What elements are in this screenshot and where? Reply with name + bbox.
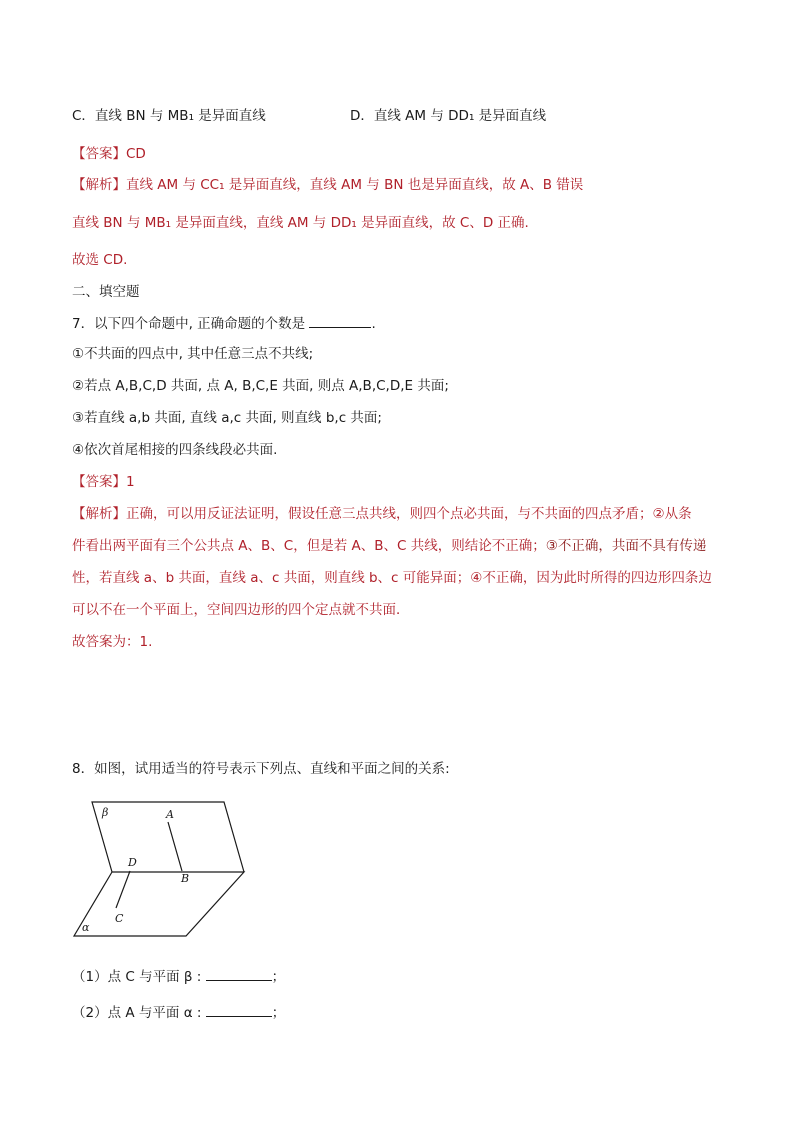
section-title [72,282,140,302]
q7-item-3 [72,408,382,428]
item-text: ③若直线 a,b 共面, 直线 a,c 共面, 则直线 b,c 共面; [72,410,382,426]
option-d-text: D．直线 AM 与 DD₁ 是异面直线 [350,108,547,124]
answer-blank[interactable] [309,313,371,328]
item-text: ①不共面的四点中, 其中任意三点不共线; [72,346,314,362]
q7-analysis-line-2 [72,536,706,556]
answer-label: 【答案】 [72,474,126,490]
conclusion-text: 故答案为：1. [72,634,153,650]
q7-analysis-line-1 [72,504,692,524]
q7-item-4 [72,440,277,460]
label-point-d: D [128,856,137,869]
q7-stem [72,313,376,334]
sub-question-text: （2）点 A 与平面 α : [72,1005,202,1021]
q8-stem [72,759,450,779]
analysis-text: 可以不在一个平面上，空间四边形的四个定点就不共面． [72,602,410,618]
analysis-text: 正确，可以用反证法证明，假设任意三点共线，则四个点必共面，与不共面的四点矛盾；②从条 [126,506,692,522]
sub-question-end: ； [271,969,286,985]
analysis-text: ③不正确，共面不具有传递 [545,538,707,554]
label-point-b: B [181,872,190,885]
q8-sub-1 [72,966,285,987]
label-beta: β [102,806,109,819]
answer-blank[interactable] [206,966,272,981]
q7-item-1 [72,344,313,364]
sub-question-end: ； [271,1005,286,1021]
q6-conclusion [72,250,127,270]
segment-ab [168,822,182,871]
label-point-c: C [115,912,124,925]
planes-figure [68,796,248,946]
answer-blank[interactable] [206,1002,272,1017]
q7-stem-end: . [371,316,376,332]
label-alpha: α [82,921,90,934]
q6-answer [72,144,146,164]
q8-sub-2 [72,1002,285,1023]
sub-question-text: （1）点 C 与平面 β : [72,969,202,985]
q7-conclusion [72,632,152,652]
segment-dc [116,871,130,908]
analysis-text: 直线 BN 与 MB₁ 是异面直线，直线 AM 与 DD₁ 是异面直线，故 C、D 正确. [72,215,529,231]
conclusion-text: 故选 CD. [72,252,128,268]
answer-value: CD [126,146,146,162]
analysis-label: 【解析】 [72,506,126,522]
analysis-text: 直线 AM 与 CC₁ 是异面直线，直线 AM 与 BN 也是异面直线，故 A、B 错误 [126,177,584,193]
q7-analysis-line-3 [72,568,712,588]
item-text: ④依次首尾相接的四条线段必共面. [72,442,278,458]
analysis-text: 件看出两平面有三个公共点 A、B、C，但是若 A、B、C 共线，则结论不正确； [72,538,546,554]
q6-analysis-line-1 [72,175,583,195]
analysis-label: 【解析】 [72,177,126,193]
plane-alpha-outline [74,872,244,936]
option-c [72,106,266,126]
item-text: ②若点 A,B,C,D 共面, 点 A, B,C,E 共面, 则点 A,B,C,D,E 共面; [72,378,449,394]
analysis-text: 性，若直线 a、b 共面，直线 a、c 共面，则直线 b、c 可能异面；④不正确，因为此时所得的四边形四条边 [72,570,712,586]
q7-item-2 [72,376,449,396]
q8-stem-text: 8．如图，试用适当的符号表示下列点、直线和平面之间的关系: [72,761,450,777]
answer-label: 【答案】 [72,146,126,162]
answer-value: 1 [126,474,135,490]
option-d [350,106,546,126]
q7-answer [72,472,135,492]
label-point-a: A [166,808,174,821]
option-c-text: C．直线 BN 与 MB₁ 是异面直线 [72,108,266,124]
section-title-text: 二、填空题 [72,284,140,300]
q6-analysis-line-2 [72,213,529,233]
q7-stem-text: 7．以下四个命题中, 正确命题的个数是 [72,316,306,332]
q7-analysis-line-4 [72,600,410,620]
